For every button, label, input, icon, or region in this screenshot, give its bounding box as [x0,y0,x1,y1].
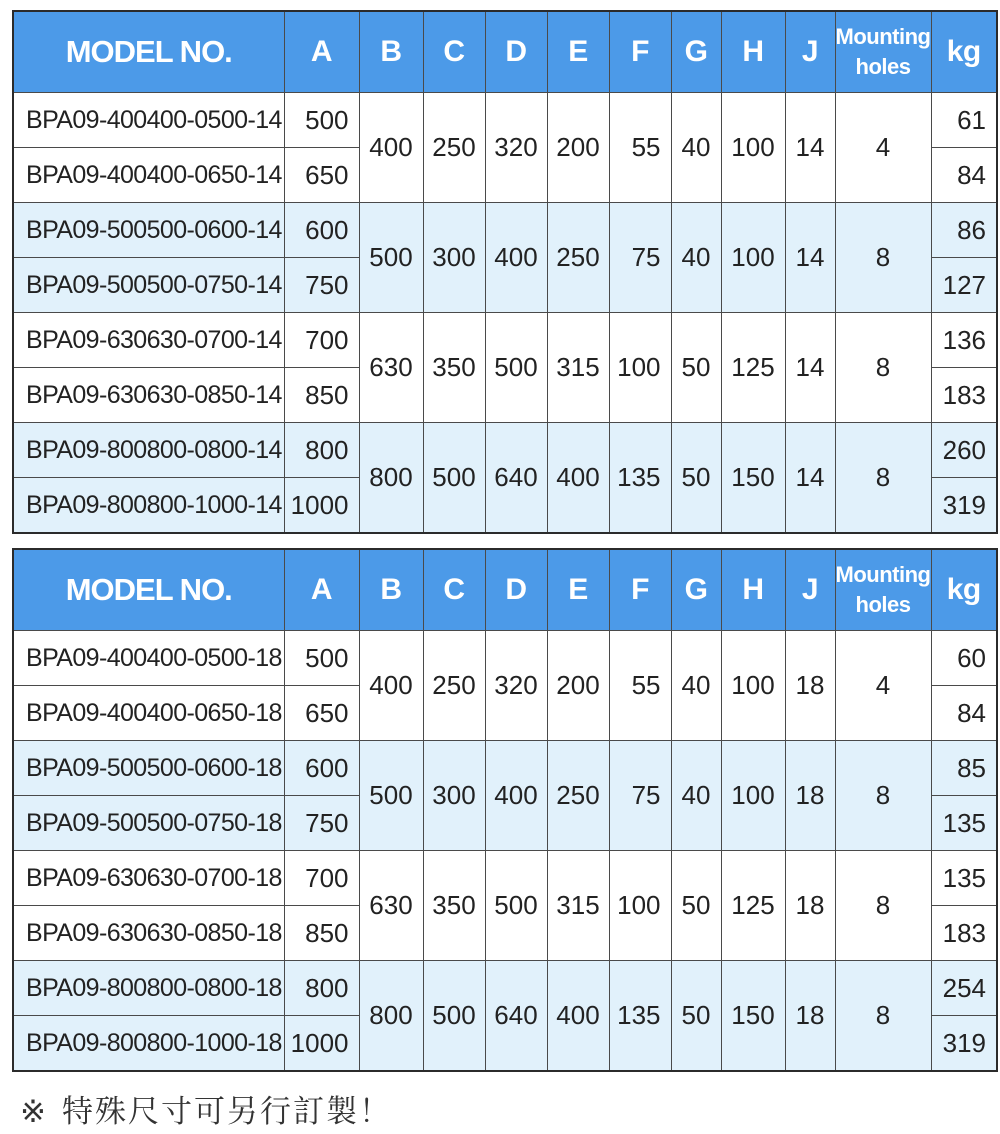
model-number-cell: BPA09-500500-0600-18 [13,741,284,796]
mounting-holes-cell: 4 [835,631,931,741]
dim-j-cell: 14 [785,93,835,203]
dim-a-cell: 1000 [284,1016,359,1072]
dim-c-cell: 350 [423,851,485,961]
header-row [13,11,997,93]
dim-e-cell: 400 [547,961,609,1072]
dim-c-cell: 300 [423,203,485,313]
dim-f-cell: 135 [609,423,671,534]
dim-g-cell: 40 [671,741,721,851]
model-number-cell: BPA09-800800-1000-18 [13,1016,284,1072]
model-number-cell: BPA09-500500-0750-14 [13,258,284,313]
dim-g-cell: 50 [671,313,721,423]
dim-g-cell: 40 [671,93,721,203]
model-number-cell: BPA09-500500-0600-14 [13,203,284,258]
header-e: E [547,11,609,93]
weight-kg-cell: 61 [931,93,997,148]
spec-table-2 [12,548,998,1072]
dim-j-cell: 14 [785,313,835,423]
header-a: A [284,549,359,631]
mounting-holes-cell: 4 [835,93,931,203]
dim-h-cell: 150 [721,961,785,1072]
header-e: E [547,549,609,631]
table-row [13,203,997,258]
dim-f-cell: 55 [609,93,671,203]
table-row [13,741,997,796]
header-h: H [721,11,785,93]
header-mounting-holes [835,549,931,631]
model-number-cell: BPA09-400400-0500-14 [13,93,284,148]
header-c: C [423,11,485,93]
dim-a-cell: 800 [284,423,359,478]
dim-f-cell: 100 [609,851,671,961]
dim-d-cell: 400 [485,741,547,851]
dim-a-cell: 600 [284,203,359,258]
header-mounting-line1: Mounting [835,562,931,587]
weight-kg-cell: 85 [931,741,997,796]
weight-kg-cell: 84 [931,148,997,203]
dim-j-cell: 18 [785,961,835,1072]
dim-c-cell: 250 [423,93,485,203]
header-d: D [485,549,547,631]
dim-c-cell: 300 [423,741,485,851]
dim-a-cell: 700 [284,851,359,906]
dim-f-cell: 75 [609,203,671,313]
dim-b-cell: 400 [359,631,423,741]
weight-kg-cell: 127 [931,258,997,313]
weight-kg-cell: 84 [931,686,997,741]
dim-a-cell: 850 [284,906,359,961]
dim-a-cell: 750 [284,258,359,313]
dim-f-cell: 135 [609,961,671,1072]
dim-a-cell: 750 [284,796,359,851]
dim-a-cell: 650 [284,686,359,741]
dim-b-cell: 800 [359,961,423,1072]
dim-j-cell: 18 [785,741,835,851]
header-mounting-holes [835,11,931,93]
spec-table-body [13,631,997,1072]
table-row [13,631,997,686]
model-number-cell: BPA09-630630-0700-18 [13,851,284,906]
dim-f-cell: 55 [609,631,671,741]
mounting-holes-cell: 8 [835,203,931,313]
dim-d-cell: 400 [485,203,547,313]
dim-d-cell: 640 [485,961,547,1072]
dim-j-cell: 14 [785,423,835,534]
mounting-holes-cell: 8 [835,423,931,534]
mounting-holes-cell: 8 [835,313,931,423]
model-number-cell: BPA09-800800-0800-14 [13,423,284,478]
dim-c-cell: 500 [423,423,485,534]
weight-kg-cell: 319 [931,1016,997,1072]
header-b: B [359,549,423,631]
model-number-cell: BPA09-400400-0650-14 [13,148,284,203]
dim-b-cell: 400 [359,93,423,203]
dim-e-cell: 250 [547,203,609,313]
weight-kg-cell: 136 [931,313,997,368]
model-number-cell: BPA09-630630-0850-18 [13,906,284,961]
weight-kg-cell: 254 [931,961,997,1016]
model-number-cell: BPA09-800800-1000-14 [13,478,284,534]
weight-kg-cell: 260 [931,423,997,478]
mounting-holes-cell: 8 [835,851,931,961]
dim-e-cell: 250 [547,741,609,851]
model-number-cell: BPA09-400400-0650-18 [13,686,284,741]
footnote-text: 特殊尺寸可另行訂製！ [61,1094,392,1130]
header-row [13,549,997,631]
dim-h-cell: 100 [721,631,785,741]
dim-e-cell: 200 [547,93,609,203]
dim-c-cell: 500 [423,961,485,1072]
footnote-mark: ※ [20,1094,48,1130]
model-number-cell: BPA09-400400-0500-18 [13,631,284,686]
header-h: H [721,549,785,631]
mounting-holes-cell: 8 [835,741,931,851]
dim-a-cell: 800 [284,961,359,1016]
dim-d-cell: 320 [485,631,547,741]
dim-b-cell: 800 [359,423,423,534]
header-model: MODEL NO. [13,549,284,631]
dim-j-cell: 14 [785,203,835,313]
dim-a-cell: 500 [284,93,359,148]
header-f: F [609,11,671,93]
header-kg: kg [931,549,997,631]
model-number-cell: BPA09-630630-0850-14 [13,368,284,423]
dim-g-cell: 50 [671,423,721,534]
table-row [13,961,997,1016]
weight-kg-cell: 135 [931,796,997,851]
dim-e-cell: 200 [547,631,609,741]
dim-b-cell: 500 [359,203,423,313]
header-mounting-line1: Mounting [835,24,931,49]
dim-e-cell: 315 [547,313,609,423]
dim-e-cell: 315 [547,851,609,961]
dim-c-cell: 350 [423,313,485,423]
dim-d-cell: 640 [485,423,547,534]
dim-a-cell: 850 [284,368,359,423]
header-j: J [785,549,835,631]
dim-h-cell: 100 [721,93,785,203]
model-number-cell: BPA09-630630-0700-14 [13,313,284,368]
dim-a-cell: 1000 [284,478,359,534]
weight-kg-cell: 183 [931,906,997,961]
header-model: MODEL NO. [13,11,284,93]
dim-j-cell: 18 [785,851,835,961]
dim-h-cell: 100 [721,741,785,851]
header-kg: kg [931,11,997,93]
header-g: G [671,11,721,93]
header-g: G [671,549,721,631]
dim-a-cell: 650 [284,148,359,203]
dim-d-cell: 500 [485,313,547,423]
header-f: F [609,549,671,631]
weight-kg-cell: 183 [931,368,997,423]
model-number-cell: BPA09-500500-0750-18 [13,796,284,851]
dim-g-cell: 50 [671,961,721,1072]
spec-table-body [13,93,997,534]
mounting-holes-cell: 8 [835,961,931,1072]
weight-kg-cell: 86 [931,203,997,258]
weight-kg-cell: 135 [931,851,997,906]
dim-c-cell: 250 [423,631,485,741]
spec-table-1 [12,10,998,534]
model-number-cell: BPA09-800800-0800-18 [13,961,284,1016]
dim-f-cell: 75 [609,741,671,851]
dim-b-cell: 630 [359,313,423,423]
dim-j-cell: 18 [785,631,835,741]
table-row [13,851,997,906]
weight-kg-cell: 319 [931,478,997,534]
header-mounting-line2: holes [855,54,911,79]
dim-a-cell: 700 [284,313,359,368]
dim-h-cell: 125 [721,851,785,961]
dim-d-cell: 500 [485,851,547,961]
header-a: A [284,11,359,93]
dim-b-cell: 500 [359,741,423,851]
header-b: B [359,11,423,93]
dim-b-cell: 630 [359,851,423,961]
dim-e-cell: 400 [547,423,609,534]
dim-h-cell: 100 [721,203,785,313]
dim-g-cell: 40 [671,203,721,313]
header-d: D [485,11,547,93]
dim-g-cell: 40 [671,631,721,741]
header-mounting-line2: holes [855,592,911,617]
dim-h-cell: 150 [721,423,785,534]
dim-g-cell: 50 [671,851,721,961]
footnote [20,1086,392,1131]
dim-d-cell: 320 [485,93,547,203]
table-row [13,313,997,368]
table-row [13,423,997,478]
header-c: C [423,549,485,631]
dim-a-cell: 500 [284,631,359,686]
header-j: J [785,11,835,93]
dim-f-cell: 100 [609,313,671,423]
table-row [13,93,997,148]
dim-h-cell: 125 [721,313,785,423]
weight-kg-cell: 60 [931,631,997,686]
dim-a-cell: 600 [284,741,359,796]
